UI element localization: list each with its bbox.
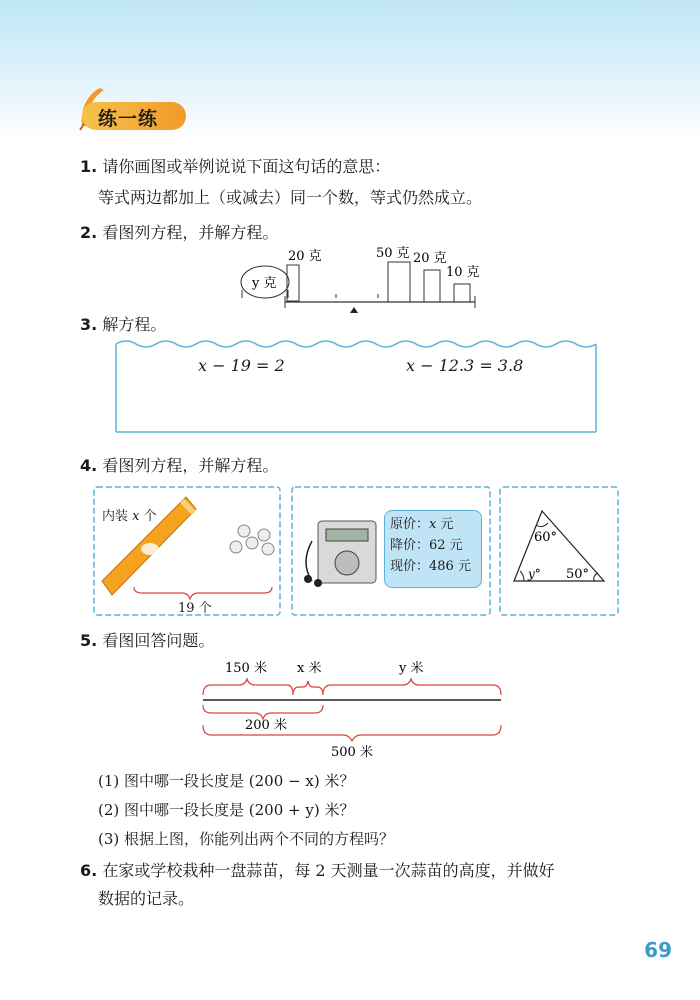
q6-line-1: 在家或学校栽种一盘蒜苗，每 2 天测量一次蒜苗的高度，并做好 [102,861,555,880]
q5-text: 看图回答问题。 [102,631,215,650]
q1-text: 请你画图或举例说说下面这句话的意思： [102,157,391,176]
equation-1: x − 19 = 2 [198,356,285,375]
equation-2: x − 12.3 = 3.8 [406,356,524,375]
q4-text: 看图列方程，并解方程。 [102,456,279,475]
card1-label: 内装 x 个 [102,509,157,524]
q3-text: 解方程。 [102,315,167,334]
q1-number: 1. [80,157,98,176]
right-block-2-label: 20 克 [413,251,447,266]
question-4 [80,455,278,477]
original-price: 原价：x 元 [390,517,454,532]
discount-price: 降价：62 元 [390,538,463,553]
right-angle-label: 50° [566,567,590,582]
fulcrum-triangle [350,307,358,313]
seg-x-label: x 米 [297,661,322,676]
card1-total: 19 个 [178,601,212,616]
price-card [384,510,482,588]
right-block-3-label: 10 克 [446,265,480,280]
q5-sub-3: (3) 根据上图，你能列出两个不同的方程吗？ [98,830,395,848]
q6-number: 6. [80,861,98,880]
question-5 [80,630,214,652]
current-price: 现价：486 元 [390,559,471,574]
left-weight-label: y 克 [252,276,277,291]
page-number: 69 [644,938,672,962]
q5-number: 5. [80,631,98,650]
q3-number: 3. [80,315,98,334]
question-1 [80,156,390,178]
q2-number: 2. [80,223,98,242]
seg-200-label: 200 米 [245,718,287,733]
question-3 [80,314,166,336]
section-title: 练一练 [98,108,159,130]
balance-diagram [230,240,490,320]
q5-sub-1: (1) 图中哪一段长度是 (200 − x) 米？ [98,772,355,790]
card-triangle [498,483,622,619]
q5-sub-2: (2) 图中哪一段长度是 (200 + y) 米？ [98,801,355,819]
right-block-1-label: 50 克 [376,246,410,261]
seg-150-label: 150 米 [225,661,267,676]
left-block-label: 20 克 [288,249,322,264]
q4-number: 4. [80,456,98,475]
segment-diagram [195,655,510,765]
q1-statement: 等式两边都加上（或减去）同一个数，等式仍然成立。 [98,188,483,207]
q2-text: 看图列方程，并解方程。 [102,223,279,242]
seg-y-label: y 米 [399,661,424,676]
equation-box [112,338,600,438]
question-6 [80,860,555,882]
seg-500-label: 500 米 [331,745,373,760]
top-angle-label: 60° [534,530,558,545]
left-angle-label: y° [528,567,541,581]
q6-line-2: 数据的记录。 [98,889,195,908]
